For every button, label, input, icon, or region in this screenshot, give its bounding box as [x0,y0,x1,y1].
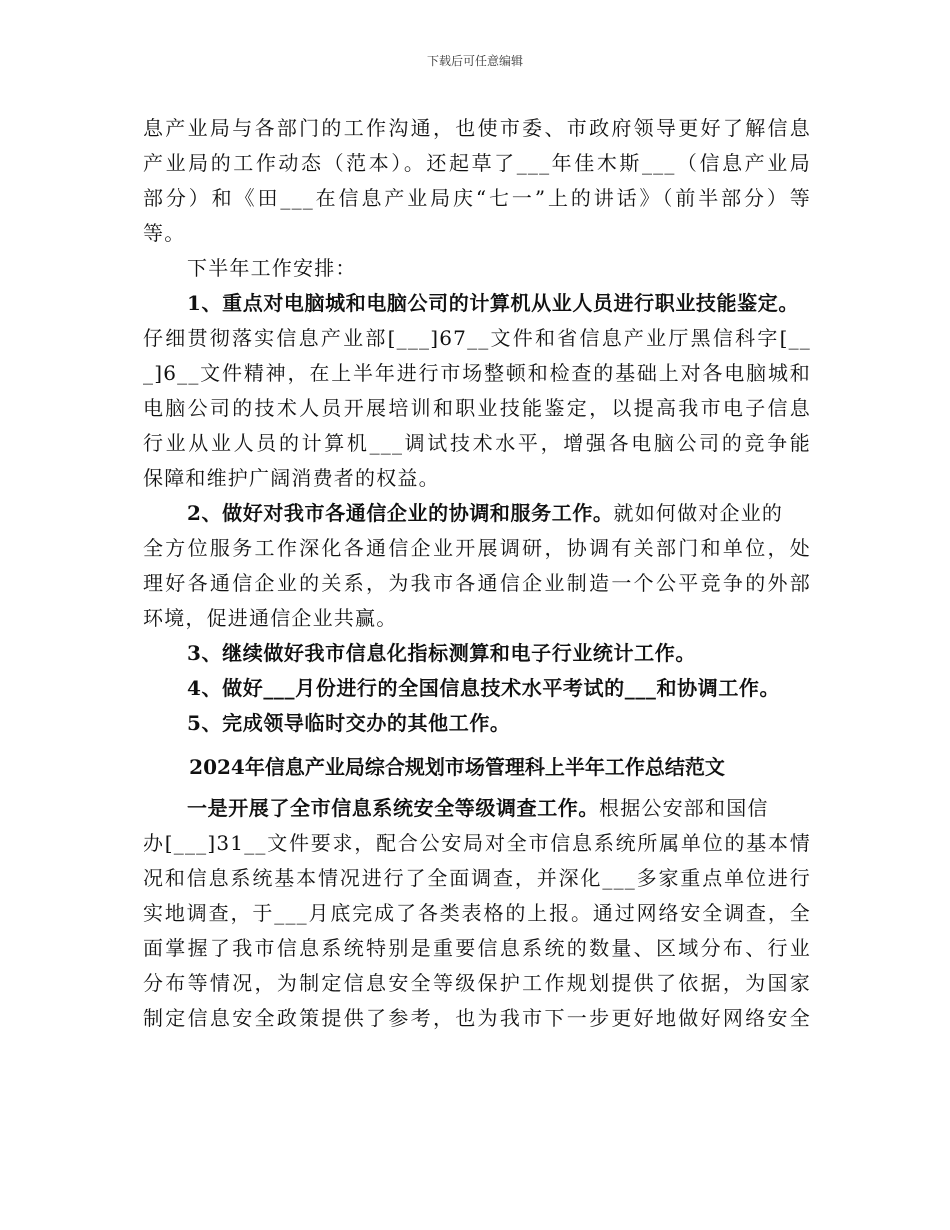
item-1-line: 电脑公司的技术人员开展培训和职业技能鉴定，以提高我市电子信息 [143,396,811,420]
paragraph-line: 息产业局与各部门的工作沟通，也使市委、市政府领导更好了解信息 [143,116,811,140]
document-body [143,111,811,1036]
section-line: 制定信息安全政策提供了参考，也为我市下一步更好地做好网络安全 [143,1006,811,1030]
item-3: 3、继续做好我市信息化指标测算和电子行业统计工作。 [187,641,696,665]
item-2-line: 理好各通信企业的关系，为我市各通信企业制造一个公平竞争的外部 [143,571,811,595]
section-line: 办[___]31__文件要求，配合公安局对全市信息系统所属单位的基本情 [143,831,811,855]
section-first-line [143,791,811,826]
section-lead: 一是开展了全市信息系统安全等级调查工作。 [187,796,599,820]
section-line: 况和信息系统基本情况进行了全面调查，并深化___多家重点单位进行 [143,866,811,890]
item-4: 4、做好___月份进行的全国信息技术水平考试的___和协调工作。 [187,676,781,700]
item-1-line: 仔细贯彻落实信息产业部[___]67__文件和省信息产业厅黑信科字[__ [143,326,811,350]
section-line: 实地调查，于___月底完成了各类表格的上报。通过网络安全调查，全 [143,901,811,925]
item-2-line: 环境，促进通信企业共赢。 [143,606,398,630]
item-2-line: 全方位服务工作深化各通信企业开展调研，协调有关部门和单位，处 [143,536,811,560]
item-2-heading: 2、做好对我市各通信企业的协调和服务工作。 [187,501,614,525]
item-2-rest: 就如何做对企业的 [613,501,784,525]
section-title: 2024年信息产业局综合规划市场管理科上半年工作总结范文 [189,755,725,779]
section-line: 分布等情况，为制定信息安全等级保护工作规划提供了依据，为国家 [143,971,811,995]
item-2-first-line [143,496,811,531]
section-line: 面掌握了我市信息系统特别是重要信息系统的数量、区域分布、行业 [143,936,811,960]
item-1-line: 保障和维护广阔消费者的权益。 [143,466,440,490]
section-rest: 根据公安部和国信 [599,796,769,820]
page-header: 下载后可任意编辑 [426,54,523,68]
item-5: 5、完成领导临时交办的其他工作。 [187,711,511,735]
item-1-line: _]6__文件精神，在上半年进行市场整顿和检查的基础上对各电脑城和 [143,361,811,385]
plan-heading: 下半年工作安排： [187,256,357,280]
paragraph-line: 等。 [143,221,186,245]
paragraph-line: 产业局的工作动态（范本）。还起草了___年佳木斯___（信息产业局 [143,151,811,175]
item-1-heading: 1、重点对电脑城和电脑公司的计算机从业人员进行职业技能鉴定。 [187,291,799,315]
item-1-line: 行业从业人员的计算机___调试技术水平，增强各电脑公司的竞争能 [143,431,811,455]
paragraph-line: 部分）和《田___在信息产业局庆“七一”上的讲话》（前半部分）等 [143,186,811,210]
